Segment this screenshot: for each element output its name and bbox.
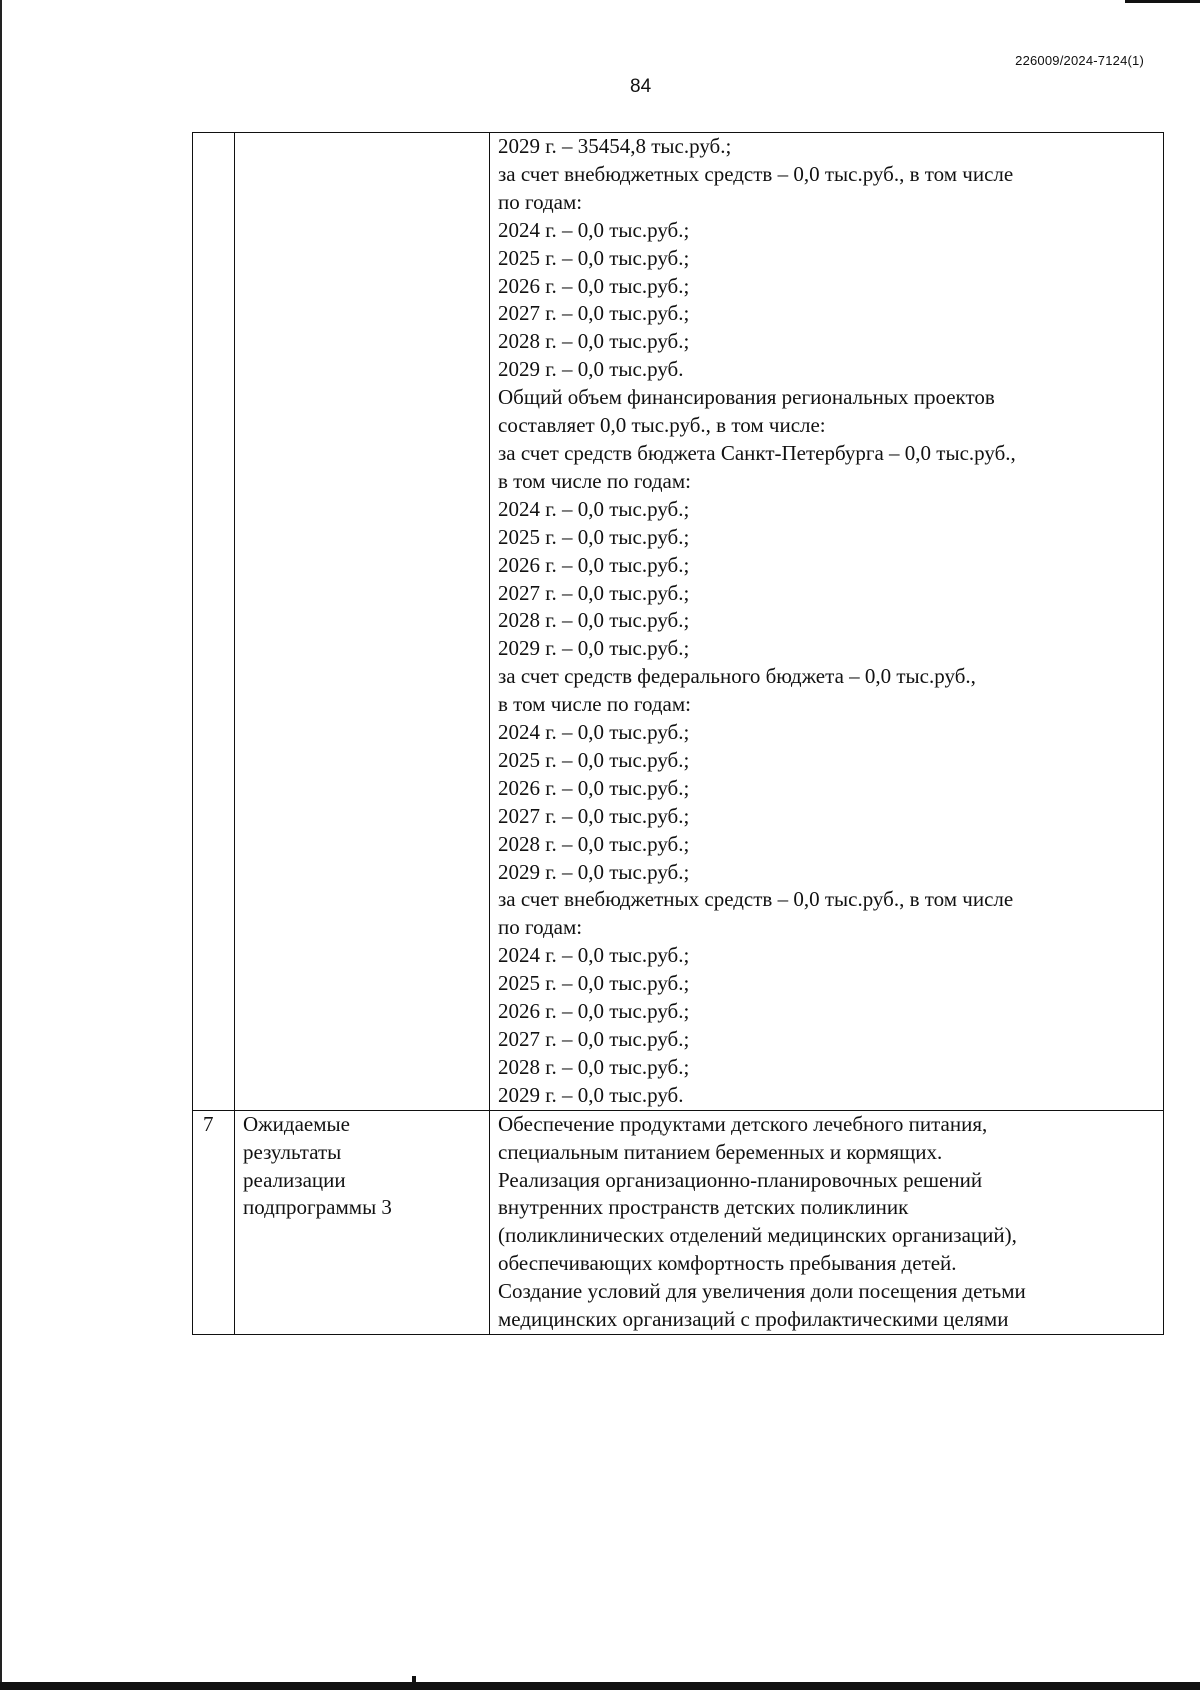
funding-line: 2024 г. – 0,0 тыс.руб.; bbox=[498, 217, 690, 242]
funding-line: 2026 г. – 0,0 тыс.руб.; bbox=[498, 999, 690, 1024]
result-line: обеспечивающих комфортность пребывания детей. bbox=[498, 1251, 957, 1276]
funding-line: в том числе по годам: bbox=[498, 468, 691, 493]
scan-border-top-right bbox=[1125, 0, 1200, 3]
funding-line: 2027 г. – 0,0 тыс.руб.; bbox=[498, 1027, 690, 1051]
result-line: медицинских организаций с профилактическими целями bbox=[498, 1307, 1009, 1332]
result-line: специальным питанием беременных и кормящих. bbox=[498, 1139, 943, 1164]
funding-line: за счет внебюджетных средств – 0,0 тыс.руб., в том числе bbox=[498, 161, 1014, 186]
row-number-cell bbox=[193, 133, 235, 1111]
funding-line: 2024 г. – 0,0 тыс.руб.; bbox=[498, 943, 690, 968]
funding-line: 2026 г. – 0,0 тыс.руб.; bbox=[498, 273, 690, 298]
scan-border-bottom bbox=[0, 1682, 1200, 1690]
row-number-cell: 7 bbox=[193, 1110, 235, 1334]
result-line: Обеспечение продуктами детского лечебного питания, bbox=[498, 1111, 988, 1136]
funding-line: 2028 г. – 0,0 тыс.руб.; bbox=[498, 831, 690, 856]
funding-details-cell bbox=[490, 133, 1164, 1111]
funding-line: 2028 г. – 0,0 тыс.руб.; bbox=[498, 329, 690, 354]
funding-line: 2025 г. – 0,0 тыс.руб.; bbox=[498, 747, 690, 772]
program-table bbox=[192, 132, 1164, 1335]
result-line: Реализация организационно-планировочных решений bbox=[498, 1167, 983, 1192]
page-number: 84 bbox=[630, 76, 652, 97]
funding-line: по годам: bbox=[498, 915, 583, 940]
scan-border-left bbox=[0, 0, 2, 1690]
funding-line: 2025 г. – 0,0 тыс.руб.; bbox=[498, 524, 690, 549]
row-label-line: подпрограммы 3 bbox=[243, 1195, 392, 1220]
funding-line: 2029 г. – 0,0 тыс.руб.; bbox=[498, 636, 690, 661]
funding-line: 2028 г. – 0,0 тыс.руб.; bbox=[498, 608, 690, 633]
table-row bbox=[193, 1110, 1164, 1334]
expected-results-cell bbox=[490, 1110, 1164, 1334]
funding-line: 2027 г. – 0,0 тыс.руб.; bbox=[498, 301, 690, 326]
funding-line: 2027 г. – 0,0 тыс.руб.; bbox=[498, 803, 690, 828]
row-label-line: реализации bbox=[243, 1167, 346, 1192]
row-label-line: Ожидаемые bbox=[243, 1111, 350, 1136]
funding-line: за счет средств бюджета Санкт-Петербурга – 0,0 тыс.руб., bbox=[498, 440, 1016, 465]
funding-line: составляет 0,0 тыс.руб., в том числе: bbox=[498, 413, 826, 438]
funding-line: 2029 г. – 0,0 тыс.руб. bbox=[498, 1082, 684, 1107]
scan-border-mark bbox=[412, 1676, 416, 1684]
funding-line: 2026 г. – 0,0 тыс.руб.; bbox=[498, 552, 690, 577]
funding-line: 2029 г. – 0,0 тыс.руб. bbox=[498, 357, 684, 382]
result-line: (поликлинических отделений медицинских организаций), bbox=[498, 1223, 1017, 1248]
funding-line: по годам: bbox=[498, 189, 583, 214]
result-line: Создание условий для увеличения доли посещения детьми bbox=[498, 1279, 1026, 1304]
funding-line: 2025 г. – 0,0 тыс.руб.; bbox=[498, 971, 690, 996]
funding-line: 2026 г. – 0,0 тыс.руб.; bbox=[498, 775, 690, 800]
funding-line: 2029 г. – 35454,8 тыс.руб.; bbox=[498, 134, 732, 158]
funding-line: за счет внебюджетных средств – 0,0 тыс.руб., в том числе bbox=[498, 887, 1014, 912]
table-row bbox=[193, 133, 1164, 1111]
funding-line: Общий объем финансирования региональных проектов bbox=[498, 385, 995, 410]
funding-line: 2024 г. – 0,0 тыс.руб.; bbox=[498, 720, 690, 745]
registration-number: 226009/2024-7124(1) bbox=[1015, 53, 1144, 68]
row-label-cell bbox=[235, 1110, 490, 1334]
funding-line: 2025 г. – 0,0 тыс.руб.; bbox=[498, 245, 690, 270]
funding-line: 2029 г. – 0,0 тыс.руб.; bbox=[498, 859, 690, 884]
funding-line: 2027 г. – 0,0 тыс.руб.; bbox=[498, 580, 690, 605]
funding-line: 2028 г. – 0,0 тыс.руб.; bbox=[498, 1054, 690, 1079]
row-label-cell bbox=[235, 133, 490, 1111]
funding-line: 2024 г. – 0,0 тыс.руб.; bbox=[498, 496, 690, 521]
funding-line: в том числе по годам: bbox=[498, 692, 691, 717]
row-label-line: результаты bbox=[243, 1139, 342, 1164]
result-line: внутренних пространств детских поликлиник bbox=[498, 1195, 909, 1220]
funding-line: за счет средств федерального бюджета – 0,0 тыс.руб., bbox=[498, 664, 976, 689]
